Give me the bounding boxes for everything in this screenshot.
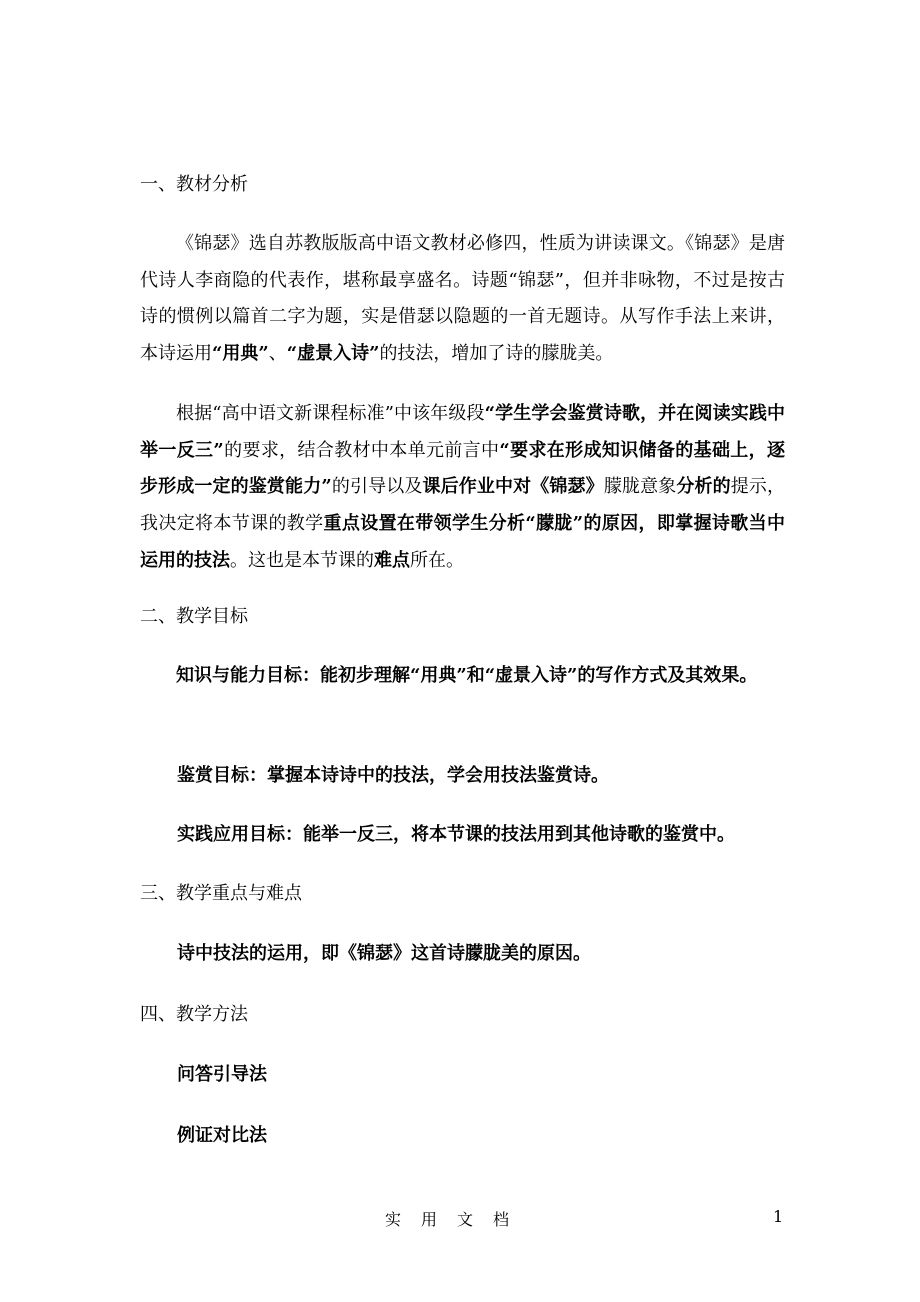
text-run-bold: “用典” bbox=[212, 343, 269, 365]
key-points-text: 诗中技法的运用，即《锦瑟》这首诗朦胧美的原因。 bbox=[177, 943, 591, 964]
page-number: 1 bbox=[773, 1207, 784, 1226]
text-run: 所在。 bbox=[410, 549, 464, 571]
method-example-comparison: 例证对比法 bbox=[177, 1125, 267, 1146]
text-run-bold: 课后作业中对《锦瑟》 bbox=[422, 476, 604, 498]
paragraph-textbook-intro bbox=[140, 226, 785, 373]
text-run: 提示，我决定将本节课的教学 bbox=[140, 476, 786, 535]
section-heading-key-points: 三、教学重点与难点 bbox=[140, 883, 302, 904]
section-heading-textbook-analysis: 一、教材分析 bbox=[140, 174, 248, 195]
text-run: 的技法，增加了诗的朦胧美。 bbox=[379, 343, 614, 365]
text-run: 朦胧意象 bbox=[603, 476, 677, 498]
text-run: 的引导以及 bbox=[331, 476, 423, 498]
text-run: 、 bbox=[268, 343, 287, 365]
paragraph-curriculum-basis bbox=[140, 396, 785, 580]
text-run-bold: “虚景入诗” bbox=[286, 343, 380, 365]
footer-label: 实用文档 bbox=[385, 1210, 530, 1229]
text-run: 根据“高中语文新课程标准”中该年级段 bbox=[176, 403, 485, 424]
section-heading-teaching-methods: 四、教学方法 bbox=[140, 1004, 248, 1025]
text-run-bold: 重点设置在带领学生分析“朦胧”的原因，即掌握诗歌当中运用的技法 bbox=[140, 513, 785, 571]
method-question-guidance: 问答引导法 bbox=[177, 1064, 267, 1085]
goal-knowledge-ability: 知识与能力目标：能初步理解“用典”和“虚景入诗”的写作方式及其效果。 bbox=[176, 665, 758, 686]
goal-practice: 实践应用目标：能举一反三，将本节课的技法用到其他诗歌的鉴赏中。 bbox=[177, 824, 735, 845]
text-run-bold: “要求在形成知识储备的基础上，逐步形成一定的鉴赏能力” bbox=[140, 439, 786, 498]
text-run: 。这也是本节课的 bbox=[230, 549, 374, 571]
text-run-bold: “学生学会鉴赏诗歌，并在阅读实践中举一反三” bbox=[140, 403, 786, 461]
goal-appreciation: 鉴赏目标：掌握本诗诗中的技法，学会用技法鉴赏诗。 bbox=[177, 765, 609, 786]
text-run: 《锦瑟》选自苏教版版高中语文教材必修四，性质为讲读课文。《锦瑟》是唐代诗人李商隐的代表作，堪称最享盛名。诗题“锦瑟”，但并非咏物，不过是按古诗的惯例以篇首二字为题，实是借瑟以隐题的一首无题诗。从写作手法上来讲，本诗运用 bbox=[140, 233, 785, 365]
text-run-bold: 难点 bbox=[374, 549, 410, 571]
section-heading-teaching-goals: 二、教学目标 bbox=[140, 606, 248, 627]
text-run-bold: 分析的 bbox=[676, 476, 731, 498]
text-run: 的要求，结合教材中本单元前言中 bbox=[223, 439, 500, 461]
